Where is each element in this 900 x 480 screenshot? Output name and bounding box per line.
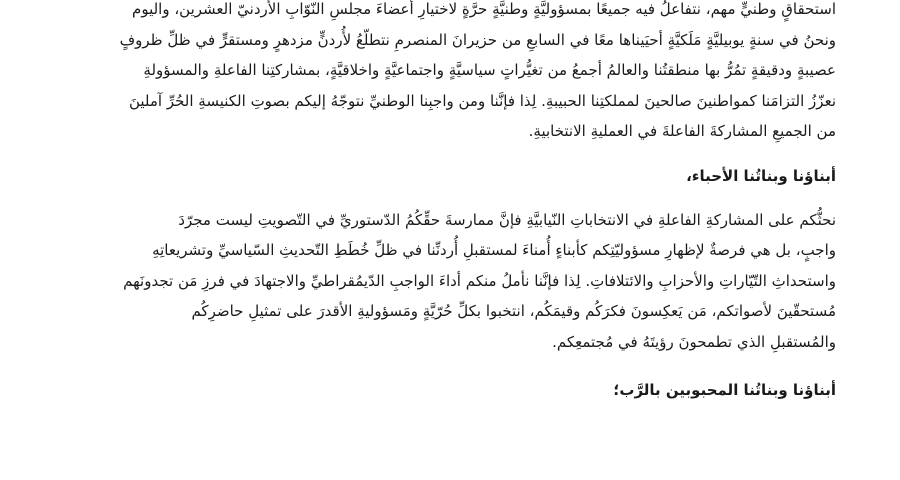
paragraph-voting: [96, 205, 836, 358]
text-line: واجبٍ، بل هي فرصةٌ لإظهارِ مسؤوليّتِكم كأبناءٍ أُمناءَ لمستقبلِ أُردنِّنا في ظلِّ خُطَطِ التّحديثِ السّياسيِّ وتشريعاتِهِ: [152, 241, 836, 259]
paragraph-intro: [96, 0, 836, 147]
text-line: نحثُّكم على المشاركةِ الفاعلةِ في الانتخاباتِ النّيابيَّةِ فإنَّ ممارسةَ حقِّكُمُ الدّستوريِّ في التّصويتِ ليست مجرّدَ: [178, 210, 836, 229]
text-line: ونحنُ في سنةٍ يوبيليَّةٍ مَلَكيَّةٍ أحيَيناها معًا في السابعِ من حزيرانَ المنصرمِ نتطلّعُ لأُردنٍّ مزدهرٍ ومستقرٍّ في ظلِّ ظروفٍ: [119, 30, 836, 49]
text-line: نعزّزُ التزامَنا كمواطنينَ صالحينَ لمملكتِنا الحبيبةِ. لِذا فإنَّنا ومن واجبِنا الوطنيِّ نتوجّهُ إليكم بصوتِ الكنيسةِ الحُرِّ آملينَ: [128, 91, 836, 110]
salutation-heading: أبناؤنا وبناتُنا الأحباء،: [686, 166, 836, 185]
text-line: استحقاقٍ وطنيٍّ مهم، نتفاعلُ فيه جميعًا بمسؤوليَّةٍ وطنيَّةٍ حرَّةٍ لاختيارِ أعضاءَ مجلسِ النّوّابِ الأُردنيّ العشرين، واليوم: [132, 0, 836, 18]
text-line: عصيبةٍ ودقيقةٍ تمُرُّ بها منطقتُنا والعالمُ أجمعُ من تغيُّراتٍ سياسيَّةٍ واجتماعيَّةٍ واخلاقيَّةٍ، بمشاركتِنا الفاعلةِ والمسؤولةِ: [143, 61, 836, 79]
salutation-heading-2: أبناؤنا وبناتُنا المحبوبين بالرَّب؛: [613, 381, 836, 399]
text-line: والمُستقبلِ الذي تطمحونَ رؤيتَهُ في مُجتمعِكم.: [552, 332, 836, 351]
document-body: [96, 0, 836, 405]
text-line: واستحداثِ التّيّاراتِ والأحزابِ والائتلافاتِ. لِذا فإنَّنا نأملُ منكم أداءَ الواجبِ الدّيمُقراطيِّ والاجتهادَ في فرزِ مَن تجدونَهم: [123, 271, 836, 290]
text-line: من الجميعِ المشاركةَ الفاعلةَ في العمليةِ الانتخابيةِ.: [528, 122, 836, 140]
text-line: مُستحقّينَ لأصواتكم، مَن يَعكِسونَ فكرَكُم وقيمَكُم، انتخبوا بكلِّ حُرّيَّةٍ ومَسؤوليةِ الأقدرَ على تمثيلِ حاضرِكُم: [191, 302, 836, 320]
